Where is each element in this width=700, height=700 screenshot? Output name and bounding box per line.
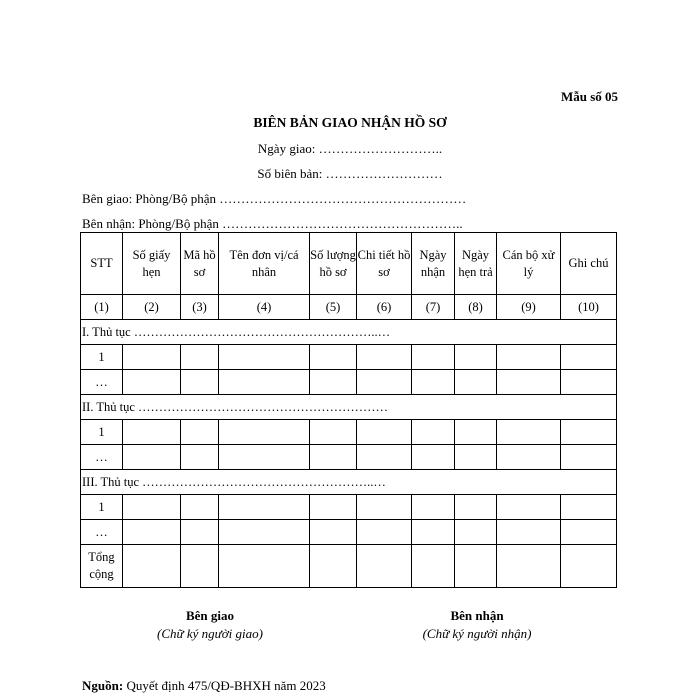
table-cell[interactable]	[123, 545, 181, 588]
table-cell[interactable]	[561, 420, 617, 445]
table-cell[interactable]	[561, 445, 617, 470]
row-stt: 1	[81, 495, 123, 520]
table-row	[81, 345, 617, 370]
sender-signature-note: (Chữ ký người giao)	[157, 626, 263, 641]
handover-table	[80, 232, 617, 588]
header-record-code: Mã hồ sơ	[181, 233, 219, 295]
table-cell[interactable]	[497, 345, 561, 370]
table-cell[interactable]	[497, 370, 561, 395]
source-text: Quyết định 475/QĐ-BHXH năm 2023	[123, 678, 326, 693]
table-cell[interactable]	[497, 495, 561, 520]
table-cell[interactable]	[455, 370, 497, 395]
table-cell[interactable]	[412, 545, 455, 588]
receiver-line: Bên nhận: Phòng/Bộ phận ………………………………………………..	[82, 216, 463, 231]
sender-line: Bên giao: Phòng/Bộ phận …………………………………………………	[82, 191, 467, 206]
table-cell[interactable]	[357, 445, 412, 470]
section-title: III. Thủ tục ………………………………………………..…	[81, 470, 617, 495]
table-cell[interactable]	[123, 345, 181, 370]
table-cell[interactable]	[561, 345, 617, 370]
table-cell[interactable]	[357, 370, 412, 395]
table-row	[81, 370, 617, 395]
document-title: BIÊN BẢN GIAO NHẬN HỒ SƠ	[253, 115, 447, 130]
table-cell[interactable]	[357, 495, 412, 520]
table-cell[interactable]	[455, 445, 497, 470]
table-cell[interactable]	[181, 420, 219, 445]
table-cell[interactable]	[497, 545, 561, 588]
column-number: (8)	[455, 295, 497, 320]
section-title: I. Thủ tục …………………………………………………..…	[81, 320, 617, 345]
table-cell[interactable]	[219, 545, 310, 588]
delivery-date-line: Ngày giao: ………………………..	[257, 141, 443, 156]
table-cell[interactable]	[310, 445, 357, 470]
table-cell[interactable]	[455, 545, 497, 588]
table-cell[interactable]	[181, 520, 219, 545]
table-cell[interactable]	[219, 420, 310, 445]
column-number: (9)	[497, 295, 561, 320]
row-stt: …	[81, 370, 123, 395]
table-cell[interactable]	[219, 445, 310, 470]
row-stt: …	[81, 445, 123, 470]
column-number: (1)	[81, 295, 123, 320]
column-number: (4)	[219, 295, 310, 320]
table-cell[interactable]	[181, 370, 219, 395]
table-cell[interactable]	[219, 345, 310, 370]
column-number: (6)	[357, 295, 412, 320]
table-row	[81, 420, 617, 445]
table-cell[interactable]	[357, 520, 412, 545]
column-number: (7)	[412, 295, 455, 320]
table-cell[interactable]	[561, 495, 617, 520]
table-cell[interactable]	[357, 545, 412, 588]
table-cell[interactable]	[310, 370, 357, 395]
table-cell[interactable]	[310, 545, 357, 588]
table-cell[interactable]	[412, 445, 455, 470]
table-cell[interactable]	[181, 345, 219, 370]
header-received-date: Ngày nhận	[412, 233, 455, 295]
header-notes: Ghi chú	[561, 233, 617, 295]
table-cell[interactable]	[412, 520, 455, 545]
table-cell[interactable]	[455, 495, 497, 520]
table-cell[interactable]	[497, 445, 561, 470]
header-appointment-no: Số giấy hẹn	[123, 233, 181, 295]
header-stt: STT	[81, 233, 123, 295]
section-row	[81, 395, 617, 420]
table-cell[interactable]	[123, 495, 181, 520]
table-cell[interactable]	[219, 370, 310, 395]
header-return-date: Ngày hẹn trả	[455, 233, 497, 295]
table-cell[interactable]	[561, 520, 617, 545]
header-record-count: Số lượng hồ sơ	[310, 233, 357, 295]
table-cell[interactable]	[310, 495, 357, 520]
header-officer: Cán bộ xử lý	[497, 233, 561, 295]
table-cell[interactable]	[357, 345, 412, 370]
table-cell[interactable]	[123, 370, 181, 395]
receiver-signature-title: Bên nhận	[450, 608, 504, 623]
section-title: II. Thủ tục ……………………………………………………	[81, 395, 617, 420]
table-cell[interactable]	[123, 420, 181, 445]
table-cell[interactable]	[561, 370, 617, 395]
receiver-signature-note: (Chữ ký người nhận)	[422, 626, 532, 641]
table-cell[interactable]	[310, 345, 357, 370]
table-cell[interactable]	[123, 445, 181, 470]
sender-signature-title: Bên giao	[185, 608, 235, 623]
section-row	[81, 320, 617, 345]
header-record-details: Chi tiết hồ sơ	[357, 233, 412, 295]
header-unit-name: Tên đơn vị/cá nhân	[219, 233, 310, 295]
header-row	[81, 233, 617, 295]
table-row	[81, 445, 617, 470]
table-cell[interactable]	[497, 420, 561, 445]
table-cell[interactable]	[219, 520, 310, 545]
table-cell[interactable]	[412, 370, 455, 395]
total-label: Tổng cộng	[81, 545, 123, 588]
table-row	[81, 495, 617, 520]
section-row	[81, 470, 617, 495]
source-label: Nguồn:	[82, 678, 124, 693]
form-number: Mẫu số 05	[560, 89, 618, 104]
column-number-row	[81, 295, 617, 320]
source-line	[82, 678, 326, 694]
table-cell[interactable]	[455, 345, 497, 370]
table-cell[interactable]	[357, 420, 412, 445]
table-cell[interactable]	[310, 520, 357, 545]
table-cell[interactable]	[181, 445, 219, 470]
row-stt: …	[81, 520, 123, 545]
column-number: (10)	[561, 295, 617, 320]
table-cell[interactable]	[412, 345, 455, 370]
table-cell[interactable]	[123, 520, 181, 545]
table-cell[interactable]	[561, 545, 617, 588]
column-number: (5)	[310, 295, 357, 320]
total-row	[81, 545, 617, 588]
table-row	[81, 520, 617, 545]
table-cell[interactable]	[412, 495, 455, 520]
row-stt: 1	[81, 345, 123, 370]
table-cell[interactable]	[455, 520, 497, 545]
table-cell[interactable]	[219, 495, 310, 520]
record-number-line: Số biên bản: ………………………	[257, 166, 443, 181]
column-number: (3)	[181, 295, 219, 320]
row-stt: 1	[81, 420, 123, 445]
table-cell[interactable]	[455, 420, 497, 445]
table-cell[interactable]	[497, 520, 561, 545]
table-cell[interactable]	[181, 545, 219, 588]
table-cell[interactable]	[310, 420, 357, 445]
table-cell[interactable]	[181, 495, 219, 520]
column-number: (2)	[123, 295, 181, 320]
table-cell[interactable]	[412, 420, 455, 445]
